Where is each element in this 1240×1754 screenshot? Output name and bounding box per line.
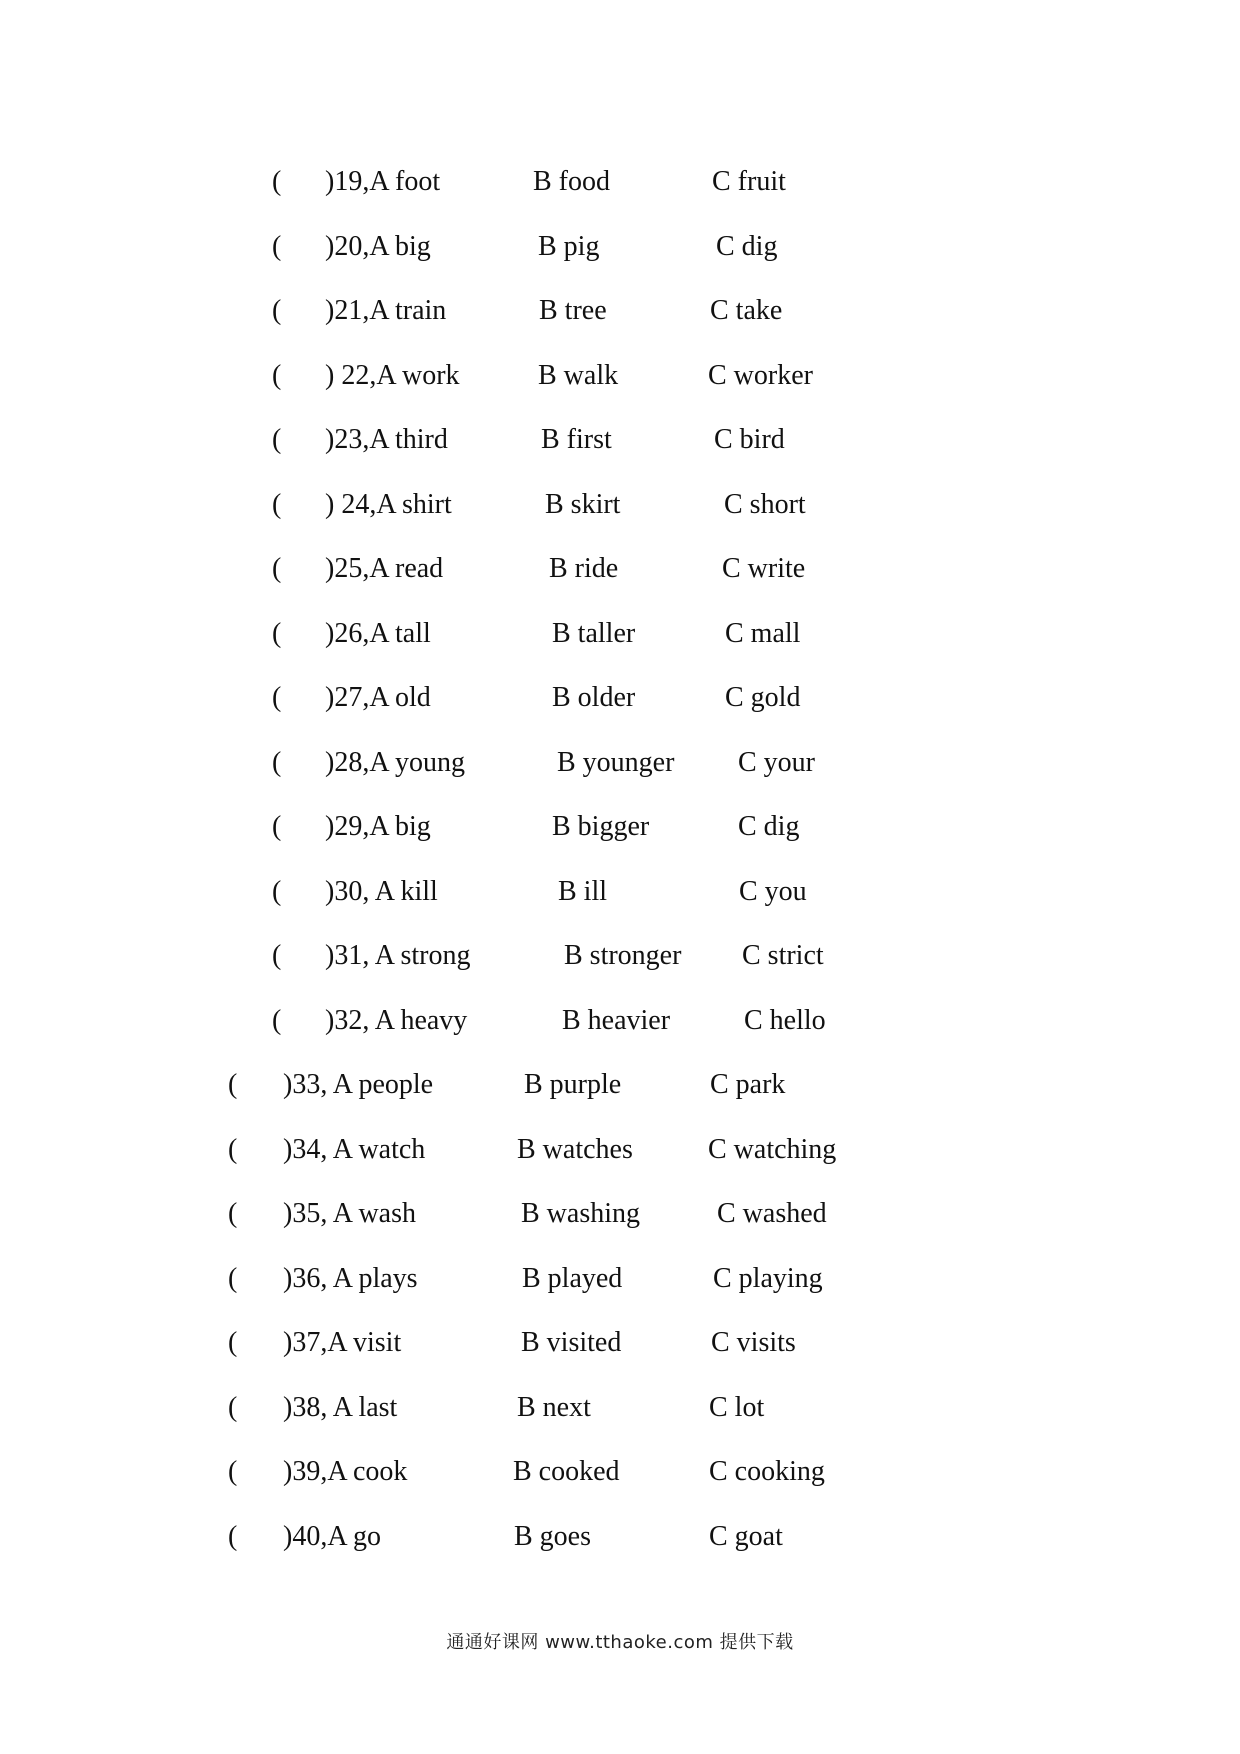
answer-blank-open: ( <box>228 1521 238 1552</box>
question-option-b: B ride <box>549 553 619 584</box>
question-option-c: C strict <box>742 940 824 971</box>
answer-blank-open: ( <box>228 1263 238 1294</box>
question-option-a: )21,A train <box>325 295 447 326</box>
question-option-b: B played <box>522 1263 623 1294</box>
question-option-b: B ill <box>558 876 608 907</box>
answer-blank-open: ( <box>228 1069 238 1100</box>
question-option-a: )39,A cook <box>283 1456 408 1487</box>
question-option-c: C mall <box>725 618 801 649</box>
question-option-a: )35, A wash <box>283 1198 416 1229</box>
answer-blank-open: ( <box>228 1456 238 1487</box>
answer-blank-open: ( <box>272 489 282 520</box>
question-option-b: B older <box>552 682 636 713</box>
question-option-a: )34, A watch <box>283 1134 426 1165</box>
question-option-b: B bigger <box>552 811 650 842</box>
question-option-a: )23,A third <box>325 424 448 455</box>
question-option-c: C hello <box>744 1005 826 1036</box>
question-option-b: B pig <box>538 231 600 262</box>
answer-blank-open: ( <box>272 618 282 649</box>
question-option-b: B watches <box>517 1134 633 1165</box>
question-option-a: ) 22,A work <box>325 360 460 391</box>
question-option-c: C lot <box>709 1392 765 1423</box>
question-option-b: B heavier <box>562 1005 671 1036</box>
question-option-c: C take <box>710 295 783 326</box>
question-option-a: ) 24,A shirt <box>325 489 452 520</box>
answer-blank-open: ( <box>228 1198 238 1229</box>
question-option-c: C worker <box>708 360 813 391</box>
question-option-c: C gold <box>725 682 801 713</box>
answer-blank-open: ( <box>272 360 282 391</box>
answer-blank-open: ( <box>272 811 282 842</box>
question-option-a: )31, A strong <box>325 940 471 971</box>
answer-blank-open: ( <box>272 747 282 778</box>
question-option-b: B first <box>541 424 612 455</box>
question-option-c: C park <box>710 1069 786 1100</box>
question-option-a: )29,A big <box>325 811 431 842</box>
question-option-c: C write <box>722 553 806 584</box>
question-option-b: B younger <box>557 747 675 778</box>
question-option-c: C visits <box>711 1327 796 1358</box>
question-option-c: C dig <box>716 231 778 262</box>
question-option-b: B washing <box>521 1198 640 1229</box>
question-option-a: )26,A tall <box>325 618 431 649</box>
question-option-b: B walk <box>538 360 619 391</box>
answer-blank-open: ( <box>272 166 282 197</box>
question-option-b: B food <box>533 166 610 197</box>
question-option-a: )40,A go <box>283 1521 381 1552</box>
question-option-b: B tree <box>539 295 607 326</box>
question-option-b: B cooked <box>513 1456 620 1487</box>
question-option-a: )20,A big <box>325 231 431 262</box>
question-option-a: )19,A foot <box>325 166 441 197</box>
question-option-c: C short <box>724 489 806 520</box>
question-option-c: C fruit <box>712 166 786 197</box>
question-option-c: C playing <box>713 1263 823 1294</box>
question-option-c: C bird <box>714 424 785 455</box>
question-option-a: )27,A old <box>325 682 431 713</box>
footer-credit: 通通好课网 www.tthaoke.com 提供下载 <box>446 1632 794 1653</box>
question-option-a: )38, A last <box>283 1392 398 1423</box>
answer-blank-open: ( <box>272 682 282 713</box>
question-option-c: C you <box>739 876 807 907</box>
question-option-b: B next <box>517 1392 591 1423</box>
answer-blank-open: ( <box>272 876 282 907</box>
answer-blank-open: ( <box>272 553 282 584</box>
question-option-c: C watching <box>708 1134 837 1165</box>
answer-blank-open: ( <box>228 1327 238 1358</box>
question-option-c: C goat <box>709 1521 783 1552</box>
question-option-b: B visited <box>521 1327 622 1358</box>
question-option-c: C dig <box>738 811 800 842</box>
question-option-b: B goes <box>514 1521 591 1552</box>
answer-blank-open: ( <box>228 1392 238 1423</box>
question-option-b: B stronger <box>564 940 682 971</box>
answer-blank-open: ( <box>228 1134 238 1165</box>
question-option-a: )33, A people <box>283 1069 434 1100</box>
answer-blank-open: ( <box>272 295 282 326</box>
question-option-c: C washed <box>717 1198 827 1229</box>
answer-blank-open: ( <box>272 231 282 262</box>
question-option-c: C cooking <box>709 1456 825 1487</box>
answer-blank-open: ( <box>272 1005 282 1036</box>
question-option-a: )32, A heavy <box>325 1005 468 1036</box>
question-option-a: )28,A young <box>325 747 465 778</box>
question-option-a: )30, A kill <box>325 876 438 907</box>
question-option-c: C your <box>738 747 815 778</box>
answer-blank-open: ( <box>272 940 282 971</box>
question-option-a: )25,A read <box>325 553 444 584</box>
question-option-b: B taller <box>552 618 636 649</box>
question-option-b: B skirt <box>545 489 621 520</box>
question-option-b: B purple <box>524 1069 622 1100</box>
answer-blank-open: ( <box>272 424 282 455</box>
question-option-a: )37,A visit <box>283 1327 402 1358</box>
question-option-a: )36, A plays <box>283 1263 418 1294</box>
